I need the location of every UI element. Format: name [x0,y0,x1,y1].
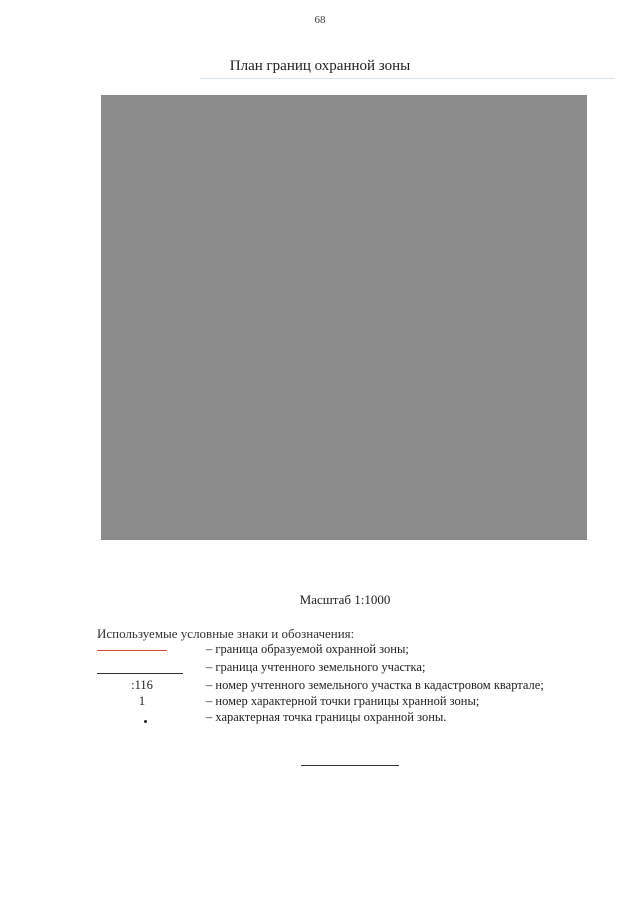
legend-dash: – [206,678,213,692]
legend-item-boundary-point [0,710,640,726]
legend-dash: – [206,642,213,656]
cadastral-map-image [101,95,587,540]
legend-item-label: номер характерной точки границы хранной зоны; [215,694,480,708]
legend-item-land-plot-boundary [0,660,640,676]
page-title: План границ охранной зоны [229,58,411,74]
legend-dash: – [206,660,213,674]
legend-item-label: характерная точка границы охранной зоны. [215,710,447,724]
legend-heading: Используемые условные знаки и обозначения: [97,626,355,641]
dot-symbol [144,720,147,723]
legend-dash: – [206,694,213,708]
black-line-symbol [97,673,183,674]
legend-dash: – [206,710,213,724]
legend-item-plot-number [0,678,640,694]
legend-symbol: :116 [131,678,153,692]
red-line-symbol [97,650,167,651]
legend-item-label: граница образуемой охранной зоны; [215,642,409,656]
legend-item-label: номер учтенного земельного участка в кадастровом квартале; [215,678,544,692]
signature-line [301,765,399,766]
scale-label: Масштаб 1:1000 [299,592,391,607]
title-divider [200,78,615,79]
page-number: 68 [314,14,326,26]
legend-symbol [97,710,187,726]
legend-symbol [97,642,187,658]
legend-item-point-number [0,694,640,710]
legend-item-label: граница учтенного земельного участка; [215,660,426,674]
legend-item-protection-zone-boundary [0,642,640,658]
legend-symbol: 1 [138,694,146,708]
legend-symbol [97,660,187,676]
